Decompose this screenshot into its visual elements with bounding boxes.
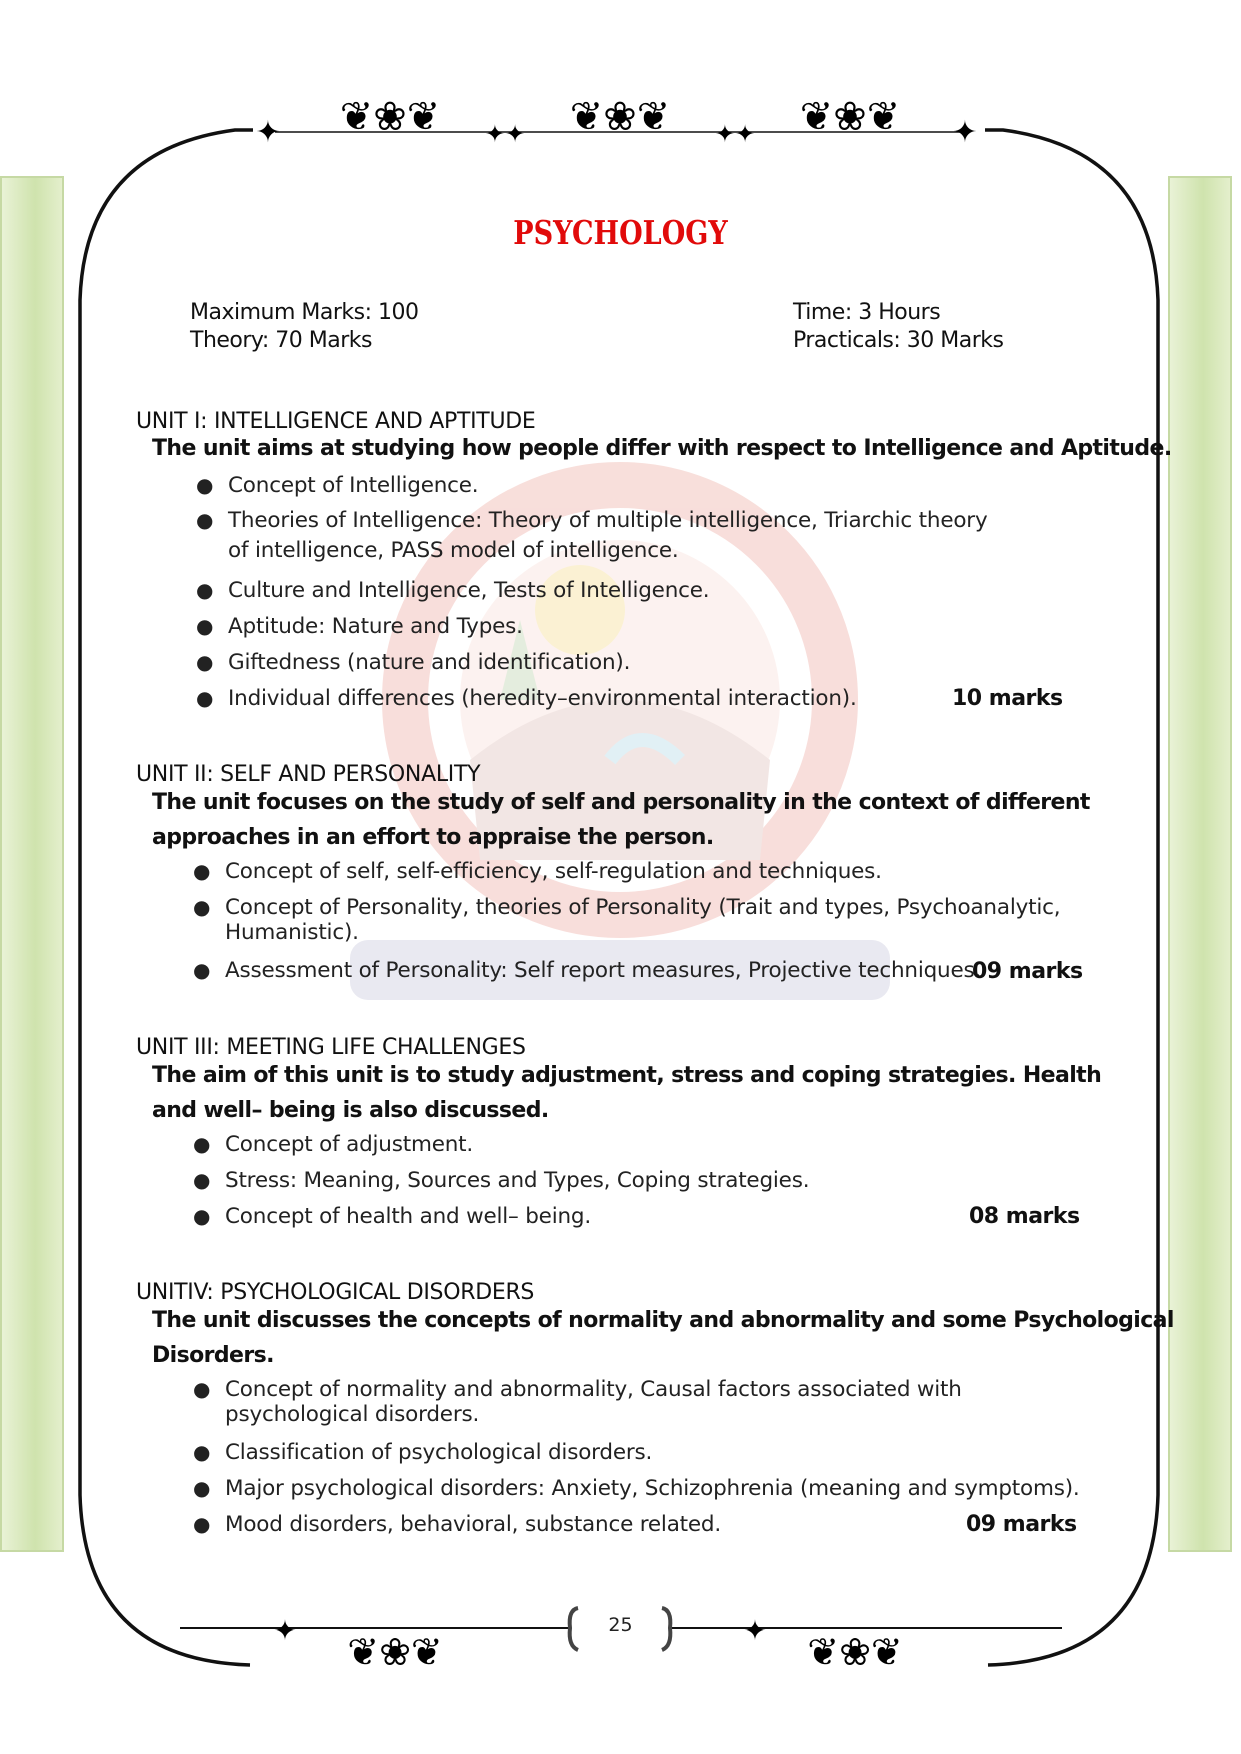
page-number: 25: [608, 1614, 633, 1636]
unit-2-marks: 09 marks: [972, 959, 1083, 984]
list-item: ● Theories of Intelligence: Theory of multiple intelligence, Triarchic theory of intelligence, PASS model of intelligence.: [196, 508, 988, 563]
svg-text:✦✦: ✦✦: [484, 120, 526, 148]
list-item: ● Concept of normality and abnormality, Causal factors associated with psychological disorders.: [193, 1377, 962, 1427]
svg-text:❦❀❦: ❦❀❦: [347, 1630, 443, 1674]
unit-1-points: [196, 473, 988, 722]
list-item: ● Concept of health and well– being.: [193, 1204, 591, 1229]
unit-3-marks: 08 marks: [969, 1204, 1080, 1229]
unit-1-aim: The unit aims at studying how people differ with respect to Intelligence and Aptitude.: [152, 436, 1172, 461]
svg-text:✦: ✦: [255, 115, 281, 150]
svg-text:✦: ✦: [952, 115, 978, 150]
unit-3-heading: UNIT III: MEETING LIFE CHALLENGES: [136, 1035, 526, 1060]
unit-1-marks: 10 marks: [952, 686, 1063, 711]
practical-marks: Practicals: 30 Marks: [793, 328, 1004, 353]
theory-marks: Theory: 70 Marks: [190, 328, 372, 353]
svg-text:✦: ✦: [273, 1614, 297, 1647]
unit-4-points: [193, 1377, 1080, 1548]
exam-time: Time: 3 Hours: [793, 300, 941, 325]
list-item: ● Concept of Personality, theories of Personality (Trait and types, Psychoanalytic, Humanistic).: [193, 895, 1061, 945]
svg-text:❦❀❦: ❦❀❦: [339, 94, 441, 140]
unit-1-heading: UNIT I: INTELLIGENCE AND APTITUDE: [136, 409, 536, 434]
svg-text:❦❀❦: ❦❀❦: [799, 94, 901, 140]
max-marks: Maximum Marks: 100: [190, 300, 419, 325]
list-item: ● Classification of psychological disorders.: [193, 1440, 653, 1465]
list-item: ● Mood disorders, behavioral, substance related.: [193, 1512, 722, 1537]
svg-text:❦❀❦: ❦❀❦: [569, 94, 671, 140]
list-item: ● Concept of self, self-efficiency, self-regulation and techniques.: [193, 859, 882, 884]
unit-4-aim: The unit discusses the concepts of normality and abnormality and some Psychological Disorders.: [152, 1308, 1174, 1368]
svg-text:✦: ✦: [743, 1614, 767, 1647]
list-item: ● Concept of adjustment.: [193, 1132, 474, 1157]
list-item: ● Culture and Intelligence, Tests of Intelligence.: [196, 578, 710, 603]
svg-text:✦✦: ✦✦: [714, 120, 756, 148]
list-item: ● Aptitude: Nature and Types.: [196, 614, 523, 639]
unit-3-points: [193, 1132, 810, 1240]
list-item: ● Concept of Intelligence.: [196, 473, 479, 498]
list-item: ● Giftedness (nature and identification).: [196, 650, 631, 675]
svg-text:❦❀❦: ❦❀❦: [807, 1630, 903, 1674]
unit-2-heading: UNIT II: SELF AND PERSONALITY: [136, 762, 481, 787]
unit-2-points: [193, 859, 1061, 994]
unit-3-aim: The aim of this unit is to study adjustment, stress and coping strategies. Health and well– being is also discussed.: [152, 1063, 1102, 1123]
list-item: ● Assessment of Personality: Self report measures, Projective techniques.: [193, 958, 982, 983]
page-title: PSYCHOLOGY: [513, 213, 728, 252]
list-item: ● Major psychological disorders: Anxiety, Schizophrenia (meaning and symptoms).: [193, 1476, 1080, 1501]
unit-4-heading: UNITIV: PSYCHOLOGICAL DISORDERS: [136, 1280, 535, 1305]
list-item: ● Individual differences (heredity–environmental interaction).: [196, 686, 857, 711]
list-item: ● Stress: Meaning, Sources and Types, Coping strategies.: [193, 1168, 810, 1193]
unit-2-aim: The unit focuses on the study of self and personality in the context of different approaches in an effort to appraise the person.: [152, 790, 1090, 850]
unit-4-marks: 09 marks: [966, 1512, 1077, 1537]
